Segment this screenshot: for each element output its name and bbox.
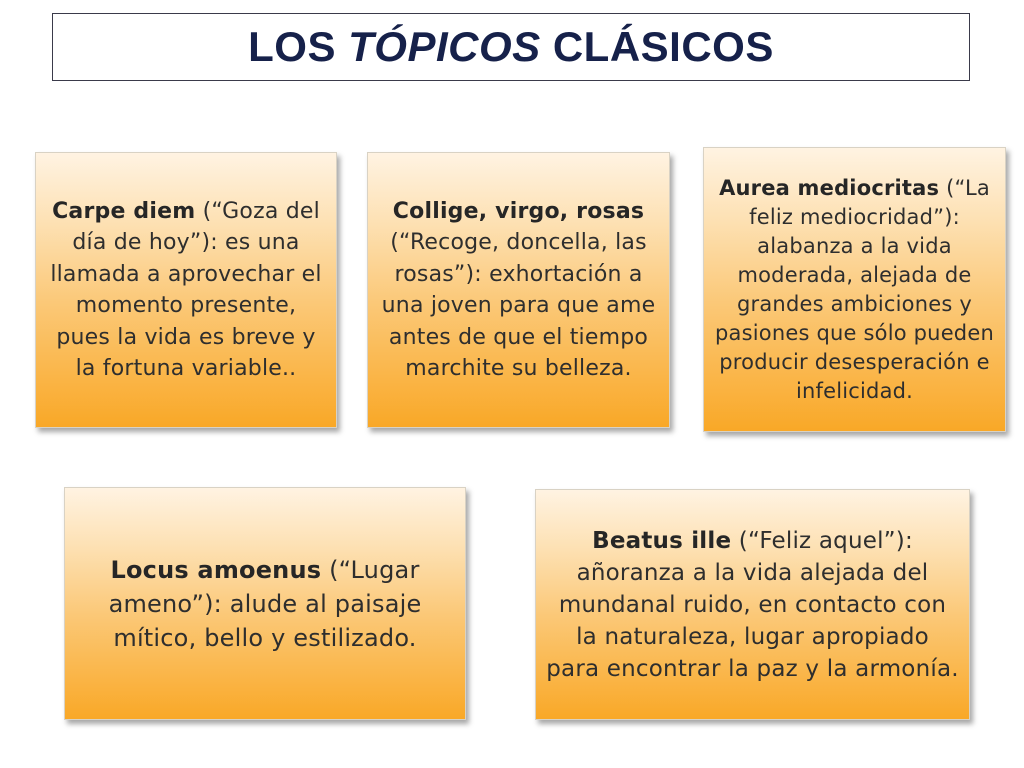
topic-description: (“Lugar ameno”): alude al paisaje mítico, bello y estilizado. [108, 555, 422, 652]
topic-card-text [714, 174, 995, 406]
topic-card-collige-virgo-rosas [367, 152, 670, 428]
topic-card-aurea-mediocritas [703, 147, 1006, 432]
topic-card-text [75, 553, 455, 655]
topic-card-text [378, 196, 659, 385]
topic-term: Aurea mediocritas [719, 175, 940, 200]
topic-card-carpe-diem [35, 152, 337, 428]
topic-card-beatus-ille [535, 489, 970, 720]
topic-card-locus-amoenus [64, 487, 466, 720]
topic-term: Collige, virgo, rosas [392, 198, 645, 224]
topic-description: (“Feliz aquel”): añoranza a la vida alejada del mundanal ruido, en contacto con la naturaleza, lugar apropiado para encontrar la paz y la armonía. [546, 527, 959, 682]
topic-description: (“Goza del día de hoy”): es una llamada a aprovechar el momento presente, pues la vida es breve y la fortuna variable.. [50, 198, 322, 381]
topic-description: (“Recoge, doncella, las rosas”): exhortación a una joven para que ame antes de que el tiempo marchite su belleza. [381, 230, 656, 381]
topic-term: Beatus ille [592, 527, 732, 554]
topic-term: Locus amoenus [110, 555, 322, 584]
topic-card-text [46, 196, 326, 385]
title-part-1: LOS [248, 23, 349, 70]
title-part-3: CLÁSICOS [540, 23, 774, 70]
topic-card-text [546, 525, 959, 685]
title-box [52, 13, 970, 81]
title-part-2: TÓPICOS [348, 23, 541, 70]
topic-description: (“La feliz mediocridad”): alabanza a la vida moderada, alejada de grandes ambiciones y pasiones que sólo pueden producir desesperación e infelicidad. [715, 175, 994, 403]
page-title [248, 23, 774, 71]
topic-term: Carpe diem [52, 198, 196, 224]
